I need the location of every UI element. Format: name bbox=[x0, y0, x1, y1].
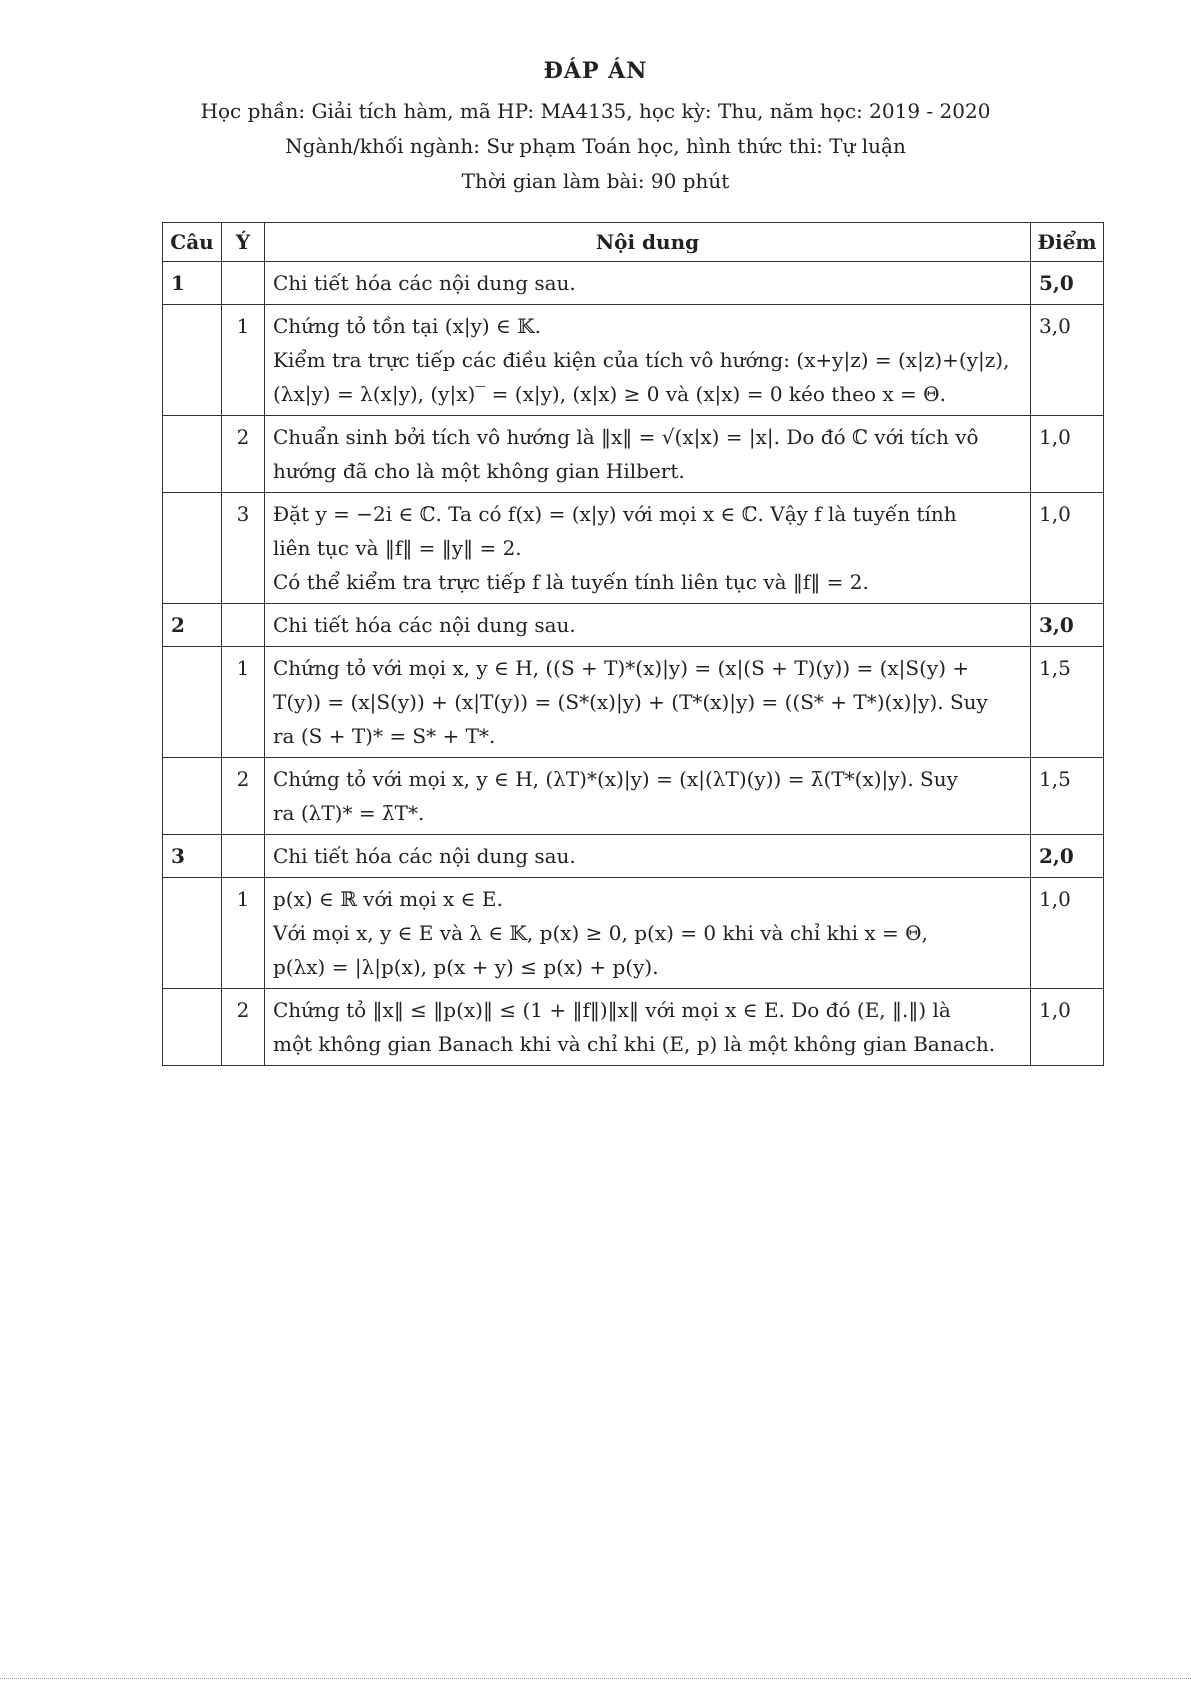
content-line: (λx|y) = λ(x|y), (y|x)‾ = (x|y), (x|x) ≥ 0 và (x|x) = 0 kéo theo x = Θ. bbox=[273, 382, 946, 406]
table-row bbox=[163, 604, 1104, 647]
content-line: ra (S + T)* = S* + T*. bbox=[273, 724, 496, 748]
cell-diem: 1,0 bbox=[1031, 493, 1104, 604]
cell-y: 1 bbox=[222, 305, 265, 416]
content-line: Có thể kiểm tra trực tiếp f là tuyến tính liên tục và ‖f‖ = 2. bbox=[273, 570, 869, 594]
cell-noidung bbox=[265, 989, 1031, 1066]
cell-y: 2 bbox=[222, 758, 265, 835]
content-line: Đặt y = −2i ∈ ℂ. Ta có f(x) = (x|y) với mọi x ∈ ℂ. Vậy f là tuyến tính bbox=[273, 502, 957, 526]
header-y: Ý bbox=[222, 223, 265, 262]
cell-noidung bbox=[265, 262, 1031, 305]
cell-cau bbox=[163, 493, 222, 604]
cell-diem: 3,0 bbox=[1031, 604, 1104, 647]
cell-diem: 2,0 bbox=[1031, 835, 1104, 878]
cell-cau: 2 bbox=[163, 604, 222, 647]
cell-y bbox=[222, 835, 265, 878]
cell-cau: 1 bbox=[163, 262, 222, 305]
content-line: Chứng tỏ ‖x‖ ≤ ‖p(x)‖ ≤ (1 + ‖f‖)‖x‖ với mọi x ∈ E. Do đó (E, ‖.‖) là bbox=[273, 998, 951, 1022]
content-line: Chi tiết hóa các nội dung sau. bbox=[273, 613, 576, 637]
course-info-line: Học phần: Giải tích hàm, mã HP: MA4135, học kỳ: Thu, năm học: 2019 - 2020 bbox=[200, 99, 991, 123]
content-line: T(y)) = (x|S(y)) + (x|T(y)) = (S*(x)|y) + (T*(x)|y) = ((S* + T*)(x)|y). Suy bbox=[273, 690, 988, 714]
content-line: p(λx) = |λ|p(x), p(x + y) ≤ p(x) + p(y). bbox=[273, 955, 659, 979]
cell-diem: 3,0 bbox=[1031, 305, 1104, 416]
cell-cau: 3 bbox=[163, 835, 222, 878]
table-row bbox=[163, 416, 1104, 493]
cell-diem: 1,0 bbox=[1031, 416, 1104, 493]
table-row bbox=[163, 647, 1104, 758]
content-line: Chi tiết hóa các nội dung sau. bbox=[273, 844, 576, 868]
duration-line: Thời gian làm bài: 90 phút bbox=[461, 169, 730, 193]
cell-y: 2 bbox=[222, 989, 265, 1066]
cell-diem: 1,0 bbox=[1031, 989, 1104, 1066]
cell-cau bbox=[163, 989, 222, 1066]
cell-noidung bbox=[265, 305, 1031, 416]
cell-cau bbox=[163, 758, 222, 835]
program-info-line: Ngành/khối ngành: Sư phạm Toán học, hình thức thi: Tự luận bbox=[285, 134, 906, 158]
content-line: p(x) ∈ ℝ với mọi x ∈ E. bbox=[273, 887, 503, 911]
cell-noidung bbox=[265, 647, 1031, 758]
table-row bbox=[163, 493, 1104, 604]
content-line: ra (λT)* = λ̄T*. bbox=[273, 801, 425, 825]
document-header bbox=[0, 58, 1191, 199]
table-row bbox=[163, 878, 1104, 989]
table-row bbox=[163, 305, 1104, 416]
cell-noidung bbox=[265, 416, 1031, 493]
cell-y: 1 bbox=[222, 878, 265, 989]
document-title: ĐÁP ÁN bbox=[543, 58, 648, 84]
table-row bbox=[163, 835, 1104, 878]
cell-diem: 1,5 bbox=[1031, 758, 1104, 835]
table-header-row bbox=[163, 223, 1104, 262]
content-line: Kiểm tra trực tiếp các điều kiện của tích vô hướng: (x+y|z) = (x|z)+(y|z), bbox=[273, 348, 1010, 372]
cell-noidung bbox=[265, 758, 1031, 835]
cell-y bbox=[222, 262, 265, 305]
cell-cau bbox=[163, 416, 222, 493]
table-row bbox=[163, 989, 1104, 1066]
cell-y: 2 bbox=[222, 416, 265, 493]
content-line: Chứng tỏ với mọi x, y ∈ H, (λT)*(x)|y) = (x|(λT)(y)) = λ̄(T*(x)|y). Suy bbox=[273, 767, 958, 791]
content-line: Chuẩn sinh bởi tích vô hướng là ‖x‖ = √(x|x) = |x|. Do đó ℂ với tích vô bbox=[273, 425, 979, 449]
content-line: hướng đã cho là một không gian Hilbert. bbox=[273, 459, 685, 483]
answer-table bbox=[162, 222, 1104, 1066]
content-line: Chi tiết hóa các nội dung sau. bbox=[273, 271, 576, 295]
header-diem: Điểm bbox=[1031, 223, 1104, 262]
header-cau: Câu bbox=[163, 223, 222, 262]
content-line: Với mọi x, y ∈ E và λ ∈ 𝕂, p(x) ≥ 0, p(x) = 0 khi và chỉ khi x = Θ, bbox=[273, 921, 928, 945]
cell-diem: 5,0 bbox=[1031, 262, 1104, 305]
cell-cau bbox=[163, 647, 222, 758]
cell-y bbox=[222, 604, 265, 647]
cell-diem: 1,5 bbox=[1031, 647, 1104, 758]
cell-y: 3 bbox=[222, 493, 265, 604]
cell-noidung bbox=[265, 835, 1031, 878]
table-body bbox=[163, 262, 1104, 1066]
content-line: Chứng tỏ với mọi x, y ∈ H, ((S + T)*(x)|y) = (x|(S + T)(y)) = (x|S(y) + bbox=[273, 656, 970, 680]
content-line: Chứng tỏ tồn tại (x|y) ∈ 𝕂. bbox=[273, 314, 541, 338]
cell-diem: 1,0 bbox=[1031, 878, 1104, 989]
table-row bbox=[163, 758, 1104, 835]
content-line: một không gian Banach khi và chỉ khi (E, p) là một không gian Banach. bbox=[273, 1032, 996, 1056]
cell-cau bbox=[163, 878, 222, 989]
table-row bbox=[163, 262, 1104, 305]
cell-noidung bbox=[265, 878, 1031, 989]
content-line: liên tục và ‖f‖ = ‖y‖ = 2. bbox=[273, 536, 522, 560]
header-noidung: Nội dung bbox=[265, 223, 1031, 262]
cell-cau bbox=[163, 305, 222, 416]
cell-noidung bbox=[265, 604, 1031, 647]
cell-y: 1 bbox=[222, 647, 265, 758]
bottom-rule bbox=[0, 1678, 1191, 1679]
cell-noidung bbox=[265, 493, 1031, 604]
